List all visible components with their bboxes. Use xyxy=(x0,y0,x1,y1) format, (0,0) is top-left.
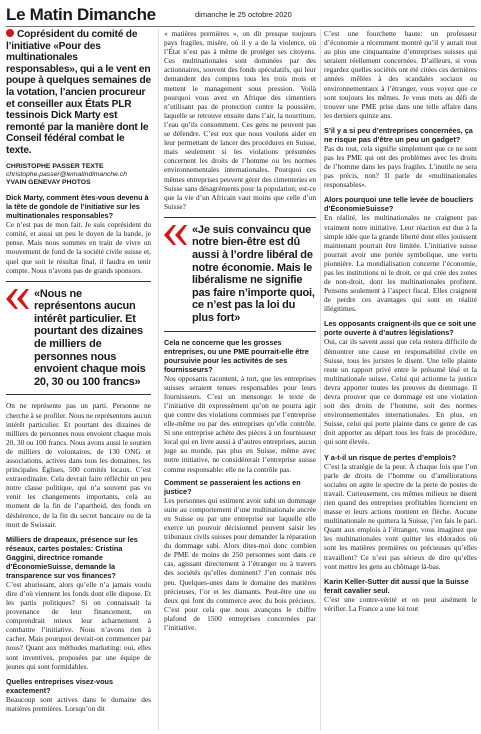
photo-credit: YVAIN GENEVAY PHOTOS xyxy=(6,178,91,186)
question-9: Y a-t-il un risque de pertes d’emplois? xyxy=(324,452,457,462)
header-rule xyxy=(6,26,475,27)
answer-5: Les personnes qui estiment avoir subi un dommage suite au comportement d’une multinationale ancrée en Suisse ou par une entreprise sur laquelle elle exerce un pouvoir décisionnel peuvent saisir les tribunaux civils suisses pour demander la réparation du dommage subi. Alors dites-moi donc combien de PME de moins de 250 personnes sont dans ce cas, agissant directement à l’étranger ou à travers des sociétés qu’elles dominent? J’en connais très peu. Quelques-unes dans le domaine des matières précieuses, l’or et les diamants. Peut-être une ou deux qui font du commerce avec du bois précieux. C’est pour cela que nous avançons le chiffre plafond de 1500 entreprises concernées par l’initiative. xyxy=(164,495,316,632)
answer-7: En réalité, les multinationales ne craignent pas vraiment notre initiative. Leur réaction est due à la simple idée que la grande liberté dont elles jouissent maintenant pourrait être limitée. L’initiative suisse pourrait avoir une portée symbolique, une vertu pionnière. La mondialisation concerne l’économie, pas les institutions ni le droit, ce qui crée des zones de non-droit, dont les multinationales profitent. Pensons seulement à l’aspect fiscal. Elles craignent de perdre ces avantages qui sont en réalité illégitimes. xyxy=(324,213,477,314)
question-3: Quelles entreprises visez-vous exactement? xyxy=(6,676,114,695)
column-2 xyxy=(164,29,316,734)
column-divider xyxy=(158,29,159,730)
question-4: Cela ne concerne que les grosses entreprises, ou une PME pourrait-elle être poursuivie pour les activités de ses fournisseurs? xyxy=(164,337,309,374)
pull-quote-2-text: «Je suis convaincu que notre bien-être est dû aussi à l’ordre libéral de notre économie. Mais le libéralisme ne signifie pas faire n’importe quoi, ce n’est pas la loi du plus fort» xyxy=(192,223,315,325)
column-1 xyxy=(6,29,151,734)
question-7: Alors pourquoi une telle levée de boucliers d’ÉconomieSuisse? xyxy=(324,195,474,214)
pull-quote-2 xyxy=(164,217,316,332)
question-5: Comment se passeraient les actions en justice? xyxy=(164,477,301,496)
question-10: Karin Keller-Sutter dit aussi que la Suisse ferait cavalier seul. xyxy=(324,576,469,595)
quote-mark-icon xyxy=(6,289,30,309)
author-email[interactable]: christophe.passer@lematindimanche.ch xyxy=(6,170,127,178)
answer-6: Pas du tout, cela signifie simplement que ce ne sont pas les PME qui ont des problèmes avec les droits de l’homme dans les pays fragiles. L’inutile ne sera pas précis, non? Il parle de «multinationales responsables». xyxy=(324,143,477,190)
answer-1: Ce n’est pas de mon fait. Je suis coprésident du comité, et aussi un peu le doyen de la bande, je pense. Mais nous sommes en train de vivre un mouvement de fond de la société civile suisse et, quel que soit le résultat final, il faudra en tenir compte. Nous n’avons pas de grands sponsors. xyxy=(6,220,151,275)
publication-title: Le Matin Dimanche xyxy=(6,5,156,24)
article-lead: Coprésident du comité de l’initiative «Pour des multinationales responsables», qui a le vent en poupe à quelques semaines de la votation, l’ancien procureur et conseiller aux États PLR tessinois Dick Marty est remonté par la manière dont le Conseil fédéral combat le texte. xyxy=(6,29,151,156)
publication-date: dimanche le 25 octobre 2020 xyxy=(195,10,292,19)
column-3 xyxy=(324,29,477,734)
answer-10: C’est une contre-vérité et on peut aisément le vérifier. La France a une loi tout xyxy=(324,594,477,613)
author-byline: CHRISTOPHE PASSER TEXTE xyxy=(6,162,104,170)
answer-2: C’est ahurissant, alors qu’elle n’a jamais voulu dire d’où viennent les fonds dont elle dispose. Et les partis politiques? Si on connaissait la provenance de leur financement, on comprendrait mieux leur acharnement à combattre l’initiative. Nous n’avons rien à cacher. Mais pourquoi devrait-on commencer par nous? Quant aux méthodes marketing: oui, elles sont inventives, proposées par une équipe de jeunes qui sont formidables. xyxy=(6,579,151,671)
pull-quote-1 xyxy=(6,281,151,396)
question-8: Les opposants craignent-ils que ce soit une porte ouverte à d’autres législations? xyxy=(324,319,477,338)
answer-3: Beaucoup sont actives dans le domaine des matières premières. Lorsqu’on dit xyxy=(6,694,151,713)
answer-5-continued: C’est une fourchette haute: un professeur d’économie a récemment montré qu’il y aurait tout au plus une cinquantaine d’entreprises suisses qui seraient réellement concernées. D’ailleurs, si vous regardez quelles sociétés ont été citées ces dernières années mêlées à des scandales sociaux ou environnementaux à l’étranger, vous voyez que ce sont toujours les mêmes. Je vous mets au défi de trouver une PME prise dans une telle affaire dans les derniers quinze ans. xyxy=(324,29,477,120)
question-2: Milliers de drapeaux, présence sur les réseaux, cartes postales: Cristina Gaggini, directrice romande d’ÉconomieSuisse, demande la transparence sur vos finances? xyxy=(6,534,138,580)
answer-3-continued: « matières premières », on dit presque toujours pays fragiles, misère, où il y a de la violence, où l’État n’est pas à même de protéger ses citoyens. Ces multinationales sont dominées par des actionnaires, souvent des fonds spéculatifs, qui leur demandent des comptes tous les trois mois et mettent le management sous pression. Voilà pourquoi vous avez en Afrique des cimentiers n’utilisant pas de protection contre la poussière, laquelle se retrouve ensuite dans l’air, la nourriture, l’eau qu’ils consomment. Ces gens ne peuvent pas se défendre. C’est eux que nous voulons aider en leur permettant de lancer des procédures en Suisse, mais seulement si les violations présumées concernent les droits de l’homme ou les normes environnementales internationales. Pourquoi ces mêmes entreprises peuvent gérer des cimenteries en Suisse sans désagréments pour la population; est-ce que la vie d’un Africain vaut moins que celle d’un Suisse? xyxy=(164,29,316,211)
answer-4: Nos opposants racontent, à tort, que les entreprises suisses seraient tenues responsables pour leurs fournisseurs. C’est un mensonge: le texte de l’initiative dit expressément qu’on ne pourra agir que contre des violations commises par l’entreprise elle-même ou par des entreprises qu’elle contrôle. Si une entreprise achète des pièces à un fournisseur local qui en livre aussi à d’autres entreprises, aucun juge au monde, pas plus en Suisse, même avec notre initiative, ne considérerait l’entreprise suisse comme responsable: elle ne la contrôle pas. xyxy=(164,373,316,474)
pull-quote-1-text: «Nous ne représentons aucun intérêt particulier. Et pourtant des dizaines de milliers de personnes nous envoient chaque mois 20, 30 ou 100 francs» xyxy=(34,287,146,388)
quote-mark-icon xyxy=(164,225,188,245)
answer-1-continued: On ne représente pas un parti. Personne ne cherche à se profiler. Nous ne représentons aucun intérêt particulier. Et pourtant des dizaines de milliers de personnes nous envoient chaque mois 20, 30 ou 100 francs. Nous avons aussi le soutien de milliers de volontaires, de 130 ONG et associations, actives dans tous les domaines, les principales Églises, 500 comités locaux. C’est extraordinaire. Cela devrait faire réfléchir un peu notre classe politique, qui n’a souvent pas vu venir les changements importants, cela au moment de la fin de l’apartheid, des fonds en déshérence, de la fin du secret bancaire ou de la mort de Swissair. xyxy=(6,401,151,529)
red-bullet-icon xyxy=(6,29,14,37)
question-1: Dick Marty, comment êtes-vous devenu à la tête de gondole de l’initiative sur les multinationales responsables? xyxy=(6,193,149,221)
column-divider xyxy=(320,29,321,730)
answer-8: Oui, car ils savent aussi que cela restera difficile de démontrer une cause en responsabilité civile en Suisse, tous les juristes le disent. Une telle plainte reste un rapport privé entre le présumé lésé et la multinationale suisse. Celui qui actionne la justice devra apporter toutes les preuves du dommage. Il devra prouver que ce dommage est une violation soit des droits de l’homme, soit des normes environnementales internationales. En plus, en Suisse, celui qui porte plainte dans ce genre de cas doit apporter au départ tous les frais de procédure, qui sont élevés. xyxy=(324,337,477,447)
answer-9: C’est la stratégie de la peur. À chaque fois que l’on parle de droits de l’homme ou d’améliorations sociales on agite le spectre de la perte de postes de travail. Curieusement, ces mêmes milieux ne disent rien quand des entreprises profitables licencient en masse et leurs actions montent en flèche. Aucune multinationale ne quittera la Suisse, j’en fais le pari. Quant aux emplois à l’étranger, vous imaginez que les multinationales vont quitter les eldorados où sont les matières premières ou précieuses qu’elles travaillent? Ce n’est pas sérieux de dire qu’elles vont mettre les gens au chômage là-bas. xyxy=(324,461,477,571)
question-6: S’il y a si peu d’entreprises concernées, ça ne risque pas d’être un peu un gadget? xyxy=(324,125,473,144)
